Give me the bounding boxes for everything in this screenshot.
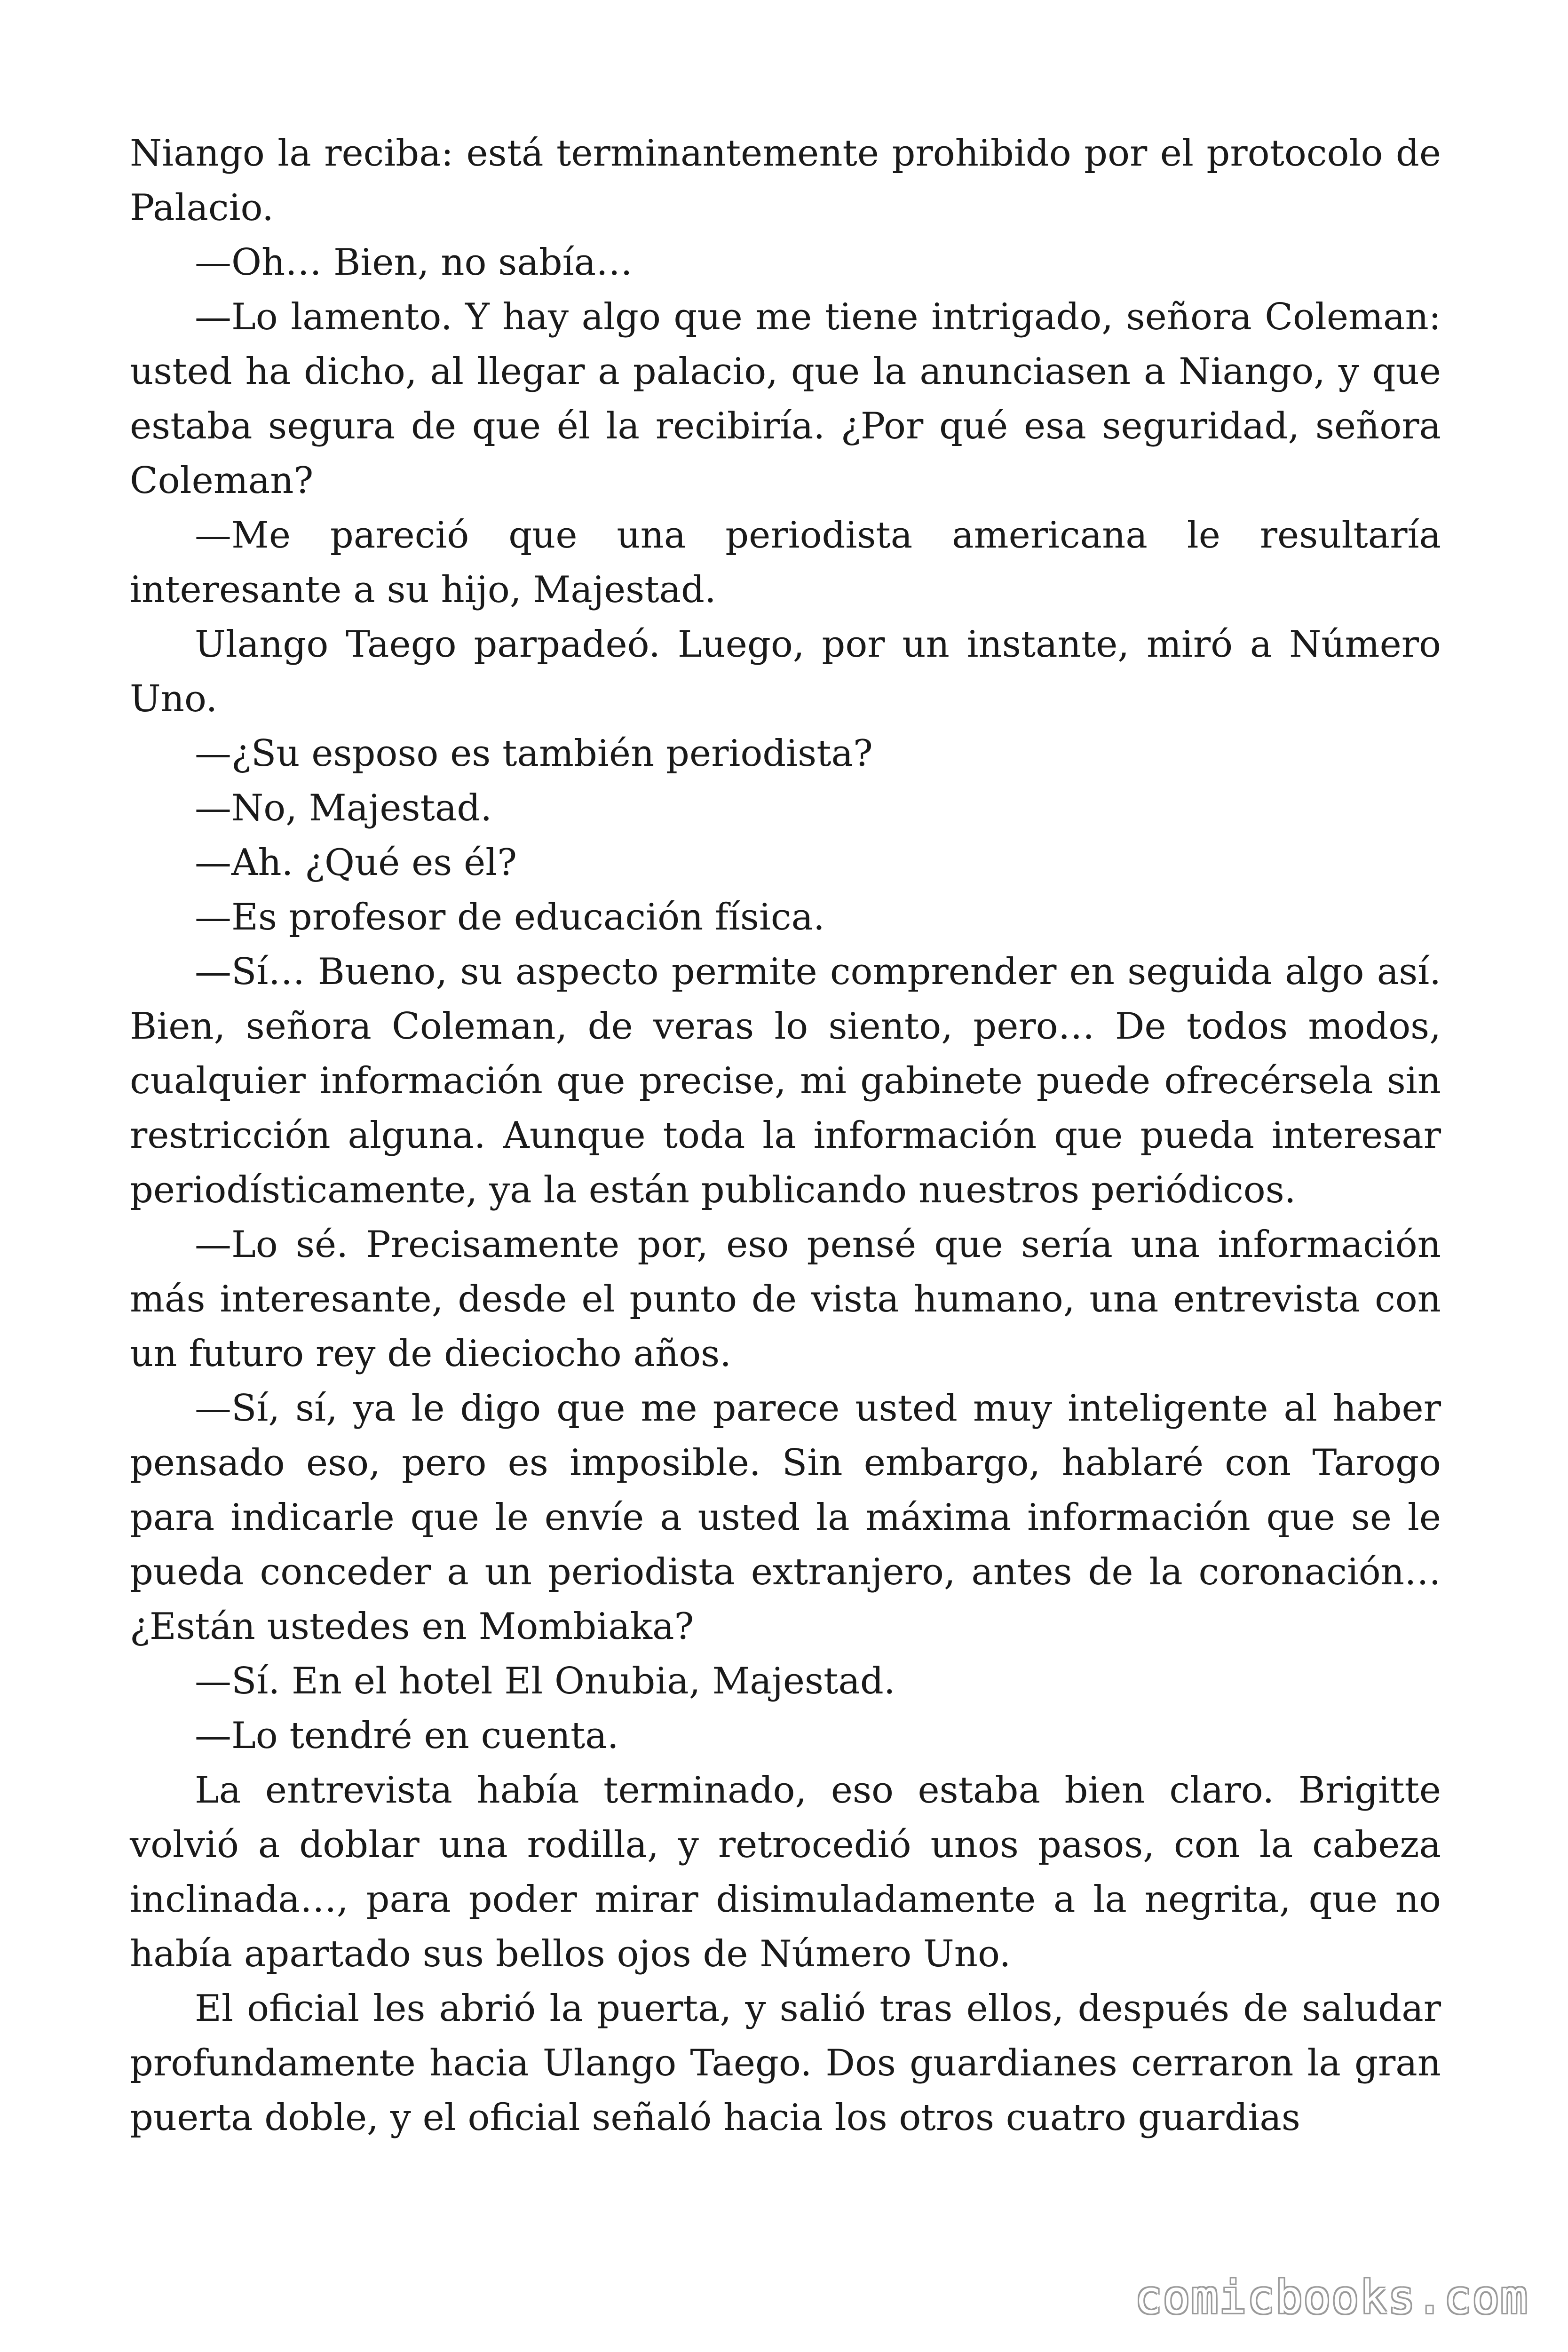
paragraph: El oficial les abrió la puerta, y salió tras ellos, después de saludar profundamente hacia Ulango Taego. Dos guardianes cerraron la gran puerta doble, y el oficial señaló hacia los otros cuatro guardias — [130, 1987, 1441, 2139]
body-text — [130, 126, 1441, 2145]
paragraph: —Sí, sí, ya le digo que me parece usted muy inteligente al haber pensado eso, pero es imposible. Sin embargo, hablaré con Tarogo para indicarle que le envíe a usted la máxima información que se le pueda conceder a un periodista extranjero, antes de la coronación… ¿Están ustedes en Mombiaka? — [130, 1387, 1441, 1648]
paragraph: —Sí. En el hotel El Onubia, Majestad. — [195, 1660, 895, 1702]
paragraph: —Me pareció que una periodista americana le resultaría interesante a su hijo, Majestad. — [130, 514, 1441, 611]
paragraph: —Lo sé. Precisamente por, eso pensé que sería una información más interesante, desde el punto de vista humano, una entrevista con un futuro rey de dieciocho años. — [130, 1224, 1441, 1375]
paragraph: —No, Majestad. — [195, 787, 492, 829]
paragraph: —Oh… Bien, no sabía… — [195, 241, 633, 284]
paragraph: —Lo lamento. Y hay algo que me tiene intrigado, señora Coleman: usted ha dicho, al llegar a palacio, que la anunciasen a Niango, y que estaba segura de que él la recibiría. ¿Por qué esa seguridad, señora Coleman? — [130, 296, 1441, 502]
paragraph: Niango la reciba: está terminantemente prohibido por el protocolo de Palacio. — [130, 132, 1441, 229]
paragraph: —Sí… Bueno, su aspecto permite comprender en seguida algo así. Bien, señora Coleman, de veras lo siento, pero… De todos modos, cualquier información que precise, mi gabinete puede ofrecérsela sin restricción alguna. Aunque toda la información que pueda interesar periodísticamente, ya la están publicando nuestros periódicos. — [130, 951, 1441, 1211]
paragraph: Ulango Taego parpadeó. Luego, por un instante, miró a Número Uno. — [130, 623, 1441, 720]
paragraph: La entrevista había terminado, eso estaba bien claro. Brigitte volvió a doblar una rodilla, y retrocedió unos pasos, con la cabeza inclinada…, para poder mirar disimuladamente a la negrita, que no había apartado sus bellos ojos de Número Uno. — [130, 1769, 1441, 1975]
paragraph: —Lo tendré en cuenta. — [195, 1715, 619, 1757]
paragraph: —Ah. ¿Qué es él? — [195, 842, 517, 884]
paragraph: —¿Su esposo es también periodista? — [195, 732, 873, 775]
watermark-logo: comicbooks.com — [1134, 2271, 1528, 2324]
paragraph: —Es profesor de educación física. — [195, 896, 825, 938]
